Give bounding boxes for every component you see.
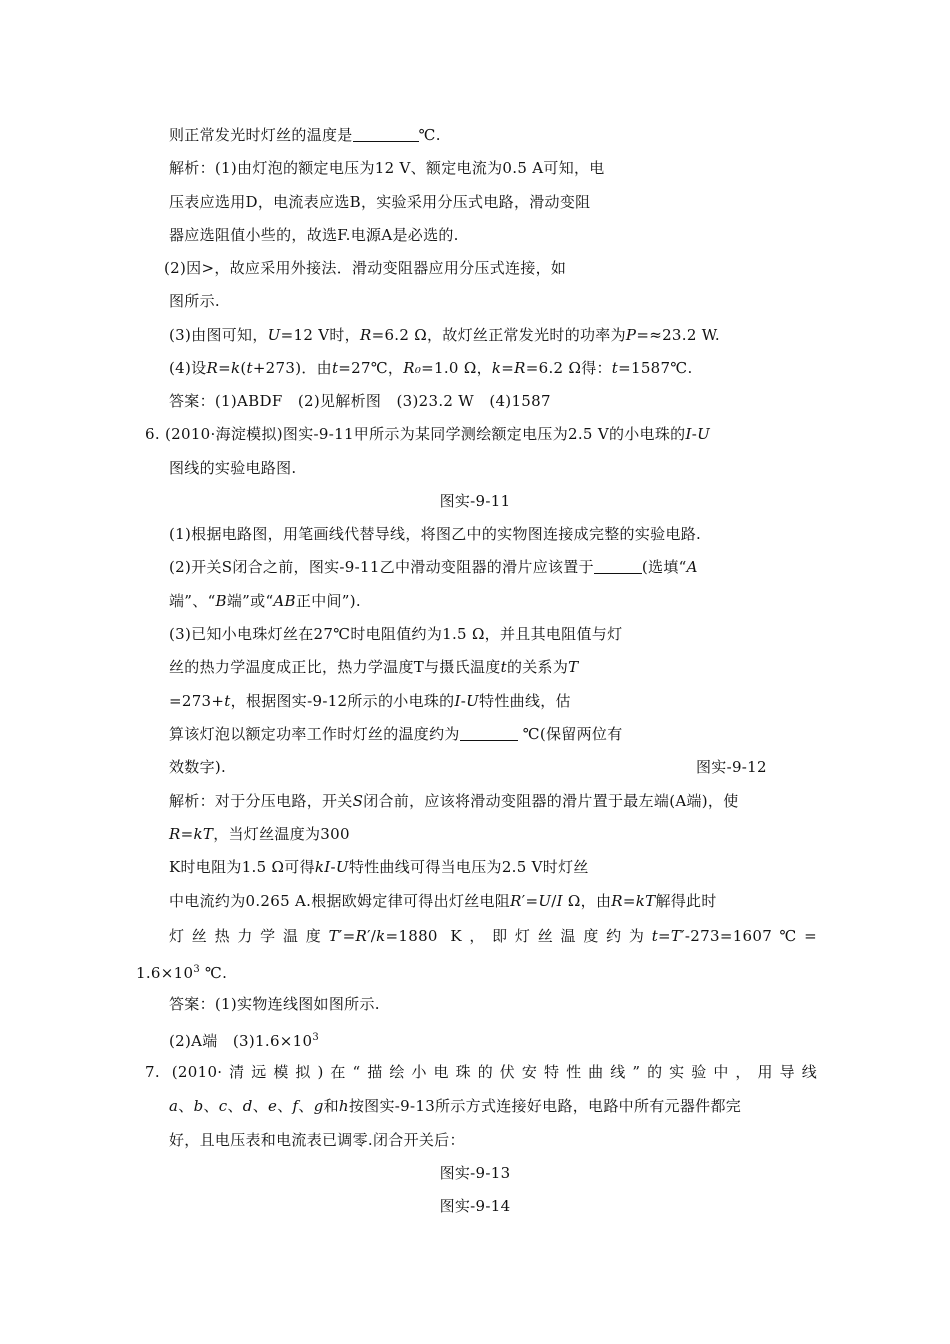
text-line: 端”、“B端”或“AB正中间”).	[169, 592, 361, 610]
text-line: 器应选阻值小些的，故选F.电源A是必选的.	[169, 226, 459, 244]
text-line: 解析：对于分压电路，开关S闭合前，应该将滑动变阻器的滑片置于最左端(A端)，使	[169, 792, 739, 810]
text-line: 图所示.	[169, 292, 220, 310]
text-line: 算该灯泡以额定功率工作时灯丝的温度约为 ℃(保留两位有	[169, 725, 623, 743]
text-line: (2)开关S闭合之前，图实-9-11乙中滑动变阻器的滑片应该置于 (选填“A	[169, 558, 698, 576]
text-line: 中电流约为0.265 A.根据欧姆定律可得出灯丝电阻R′=U/I Ω，由R=kT解得此时	[169, 892, 717, 910]
text-line: (3)已知小电珠灯丝在27℃时电阻值约为1.5 Ω，并且其电阻值与灯	[169, 625, 623, 643]
question-6-heading: 6. (2010·海淀模拟)图实-9-11甲所示为某同学测绘额定电压为2.5 V的小电珠的I-U	[145, 425, 711, 443]
answer-line: (2)A端 $(3)1.6\times 10^3$	[169, 1032, 320, 1050]
text-line: R=kT，当灯丝温度为300	[169, 825, 350, 843]
text-line: (3)由图可知，U=12 V时，R=6.2 Ω，故灯丝正常发光时的功率为P=≈23.2 W.	[169, 326, 720, 344]
question-7-heading: 7. (2010·清远模拟)在“描绘小电珠的伏安特性曲线”的实验中，用导线	[145, 1063, 817, 1081]
text-line: 压表应选用D，电流表应选B，实验采用分压式电路，滑动变阻	[169, 193, 591, 211]
text-line: 灯丝热力学温度T′=R′/k=1880 K，即灯丝温度约为t=T′-273=1607℃=	[169, 927, 818, 945]
text-line: 图线的实验电路图.	[169, 459, 297, 477]
figure-caption: 图实-9-12	[696, 758, 767, 776]
text-line: (1)根据电路图，用笔画线代替导线，将图乙中的实物图连接成完整的实验电路.	[169, 525, 702, 543]
text-line: a、b、c、d、e、f、g和h按图实-9-13所示方式连接好电路，电路中所有元器件都完	[169, 1097, 742, 1115]
figure-caption: 图实-9-11	[439, 492, 511, 510]
answer-blank	[594, 559, 642, 574]
text-line: K时电阻为1.5 Ω可得kI-U特性曲线可得当电压为2.5 V时灯丝	[169, 858, 589, 876]
text-line: 好，且电压表和电流表已调零.闭合开关后：	[169, 1131, 465, 1149]
text-line: $1.6\times 10^3$ ℃.	[136, 964, 228, 982]
text-line: (4)设R=k(t+273)．由t=27℃，R₀=1.0 Ω，k=R=6.2 Ω得：t=1587℃.	[169, 359, 693, 377]
answer-line: 答案：(1)ABDF (2)见解析图 (3)23.2 W (4)1587	[169, 392, 551, 410]
text-line: 则正常发光时灯丝的温度是 ℃.	[169, 126, 441, 144]
text-line: 解析：(1)由灯泡的额定电压为12 V、额定电流为0.5 A可知，电	[169, 159, 605, 177]
text-line: =273+t，根据图实-9-12所示的小电珠的I-U特性曲线，估	[169, 692, 571, 710]
figure-caption: 图实-9-14	[439, 1197, 511, 1215]
text-line: 丝的热力学温度成正比，热力学温度T与摄氏温度t的关系为T	[169, 658, 579, 676]
figure-caption: 图实-9-13	[439, 1164, 511, 1182]
text-line: 效数字).	[169, 758, 227, 776]
answer-blank	[353, 127, 419, 142]
text-line: (2)因>，故应采用外接法．滑动变阻器应用分压式连接，如	[164, 259, 567, 277]
answer-line: 答案：(1)实物连线图如图所示.	[169, 995, 380, 1013]
answer-blank	[460, 726, 518, 741]
